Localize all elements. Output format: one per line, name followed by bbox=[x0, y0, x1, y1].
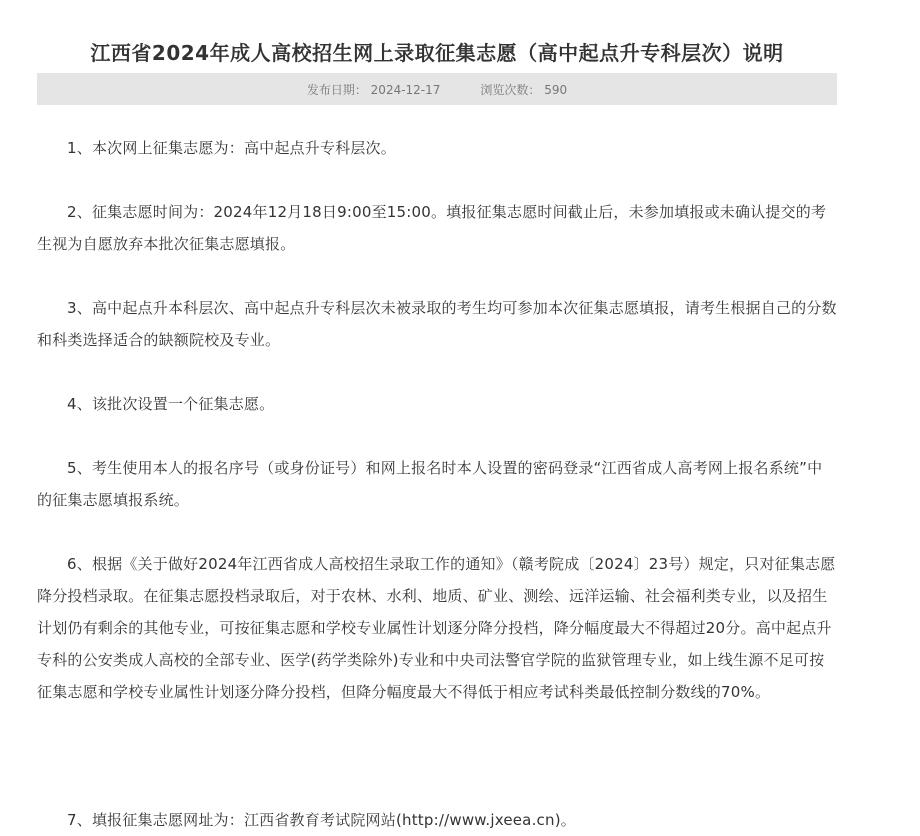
publish-date bbox=[307, 81, 441, 98]
paragraph-6: 6、根据《关于做好2024年江西省成人高校招生录取工作的通知》（赣考院成〔2024〕23号）规定，只对征集志愿降分投档录取。在征集志愿投档录取后，对于农林、水利、地质、矿业、测绘、远洋运输、社会福利类专业，以及招生计划仍有剩余的其他专业，可按征集志愿和学校专业属性计划逐分降分投档，降分幅度最大不得超过20分。高中起点升专科的公安类成人高校的全部专业、医学(药学类除外)专业和中央司法警官学院的监狱管理专业，如上线生源不足可按征集志愿和学校专业属性计划逐分降分投档，但降分幅度最大不得低于相应考试科类最低控制分数线的70%。 bbox=[37, 555, 836, 701]
article-meta-bar bbox=[37, 73, 837, 105]
paragraph-5: 5、考生使用本人的报名序号（或身份证号）和网上报名时本人设置的密码登录“江西省成人高考网上报名系统”中的征集志愿填报系统。 bbox=[37, 459, 823, 509]
article-title: 江西省2024年成人高校招生网上录取征集志愿（高中起点升专科层次）说明 bbox=[90, 41, 784, 66]
paragraph-7: 7、填报征集志愿网址为：江西省教育考试院网站(http://www.jxeea.cn)。 bbox=[67, 811, 576, 829]
paragraph-1: 1、本次网上征集志愿为：高中起点升专科层次。 bbox=[67, 139, 396, 157]
paragraph-2: 2、征集志愿时间为：2024年12月18日9:00至15:00。填报征集志愿时间截止后，未参加填报或未确认提交的考生视为自愿放弃本批次征集志愿填报。 bbox=[37, 203, 827, 253]
publish-date-label: 发布日期： bbox=[306, 82, 367, 97]
view-count-label: 浏览次数： bbox=[480, 82, 541, 97]
publish-date-value: 2024-12-17 bbox=[370, 82, 441, 97]
paragraph-4: 4、该批次设置一个征集志愿。 bbox=[67, 395, 275, 413]
view-count-value: 590 bbox=[544, 82, 568, 97]
view-count bbox=[480, 81, 567, 98]
paragraph-3: 3、高中起点升本科层次、高中起点升专科层次未被录取的考生均可参加本次征集志愿填报，请考生根据自己的分数和科类选择适合的缺额院校及专业。 bbox=[37, 299, 837, 349]
